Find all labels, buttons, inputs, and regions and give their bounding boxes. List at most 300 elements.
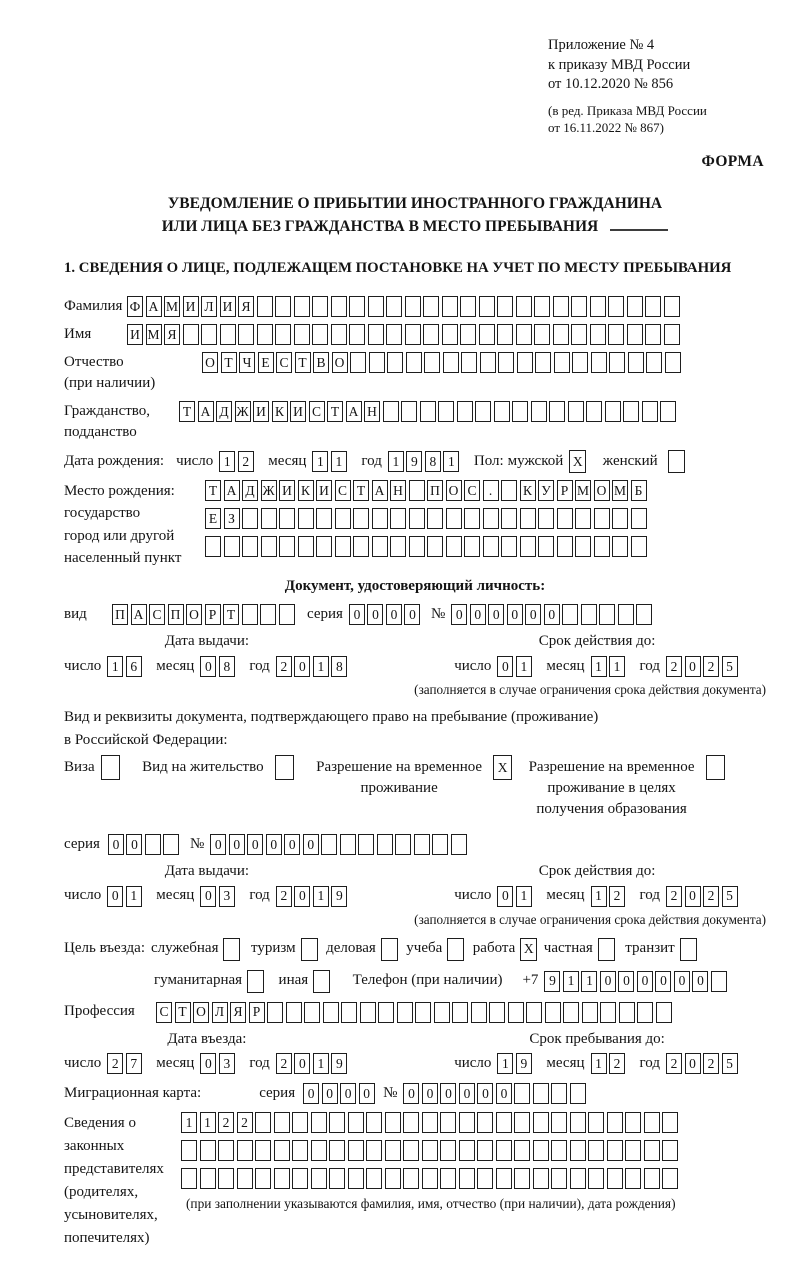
char-cell[interactable]	[423, 296, 439, 317]
char-cell[interactable]	[475, 401, 491, 422]
char-cell[interactable]	[501, 536, 517, 557]
char-cell[interactable]	[605, 401, 621, 422]
char-cell[interactable]	[242, 536, 258, 557]
char-cell[interactable]	[607, 1112, 623, 1133]
char-cell[interactable]	[349, 324, 365, 345]
char-cell[interactable]	[631, 536, 647, 557]
char-cell[interactable]: З	[224, 508, 240, 529]
char-cell[interactable]: 9	[406, 451, 422, 472]
char-cell[interactable]: Н	[364, 401, 380, 422]
char-cell[interactable]	[644, 1140, 660, 1161]
char-cell[interactable]: 2	[276, 656, 292, 677]
char-cell[interactable]: И	[127, 324, 143, 345]
char-cell[interactable]: X	[493, 755, 512, 780]
char-cell[interactable]: 1	[497, 1053, 513, 1074]
char-cell[interactable]	[353, 536, 369, 557]
char-cell[interactable]	[401, 401, 417, 422]
char-cell[interactable]: 0	[600, 971, 616, 992]
char-cell[interactable]	[479, 324, 495, 345]
char-cell[interactable]	[316, 536, 332, 557]
char-cell[interactable]	[588, 1140, 604, 1161]
transit-checkbox[interactable]	[680, 938, 700, 961]
char-cell[interactable]: О	[446, 480, 462, 501]
char-cell[interactable]	[275, 324, 291, 345]
char-cell[interactable]	[366, 1140, 382, 1161]
char-cell[interactable]	[459, 1140, 475, 1161]
char-cell[interactable]	[405, 296, 421, 317]
char-cell[interactable]	[520, 536, 536, 557]
char-cell[interactable]	[200, 1140, 216, 1161]
tourism-checkbox[interactable]	[301, 938, 321, 961]
char-cell[interactable]	[292, 1168, 308, 1189]
char-cell[interactable]: 1	[591, 656, 607, 677]
char-cell[interactable]	[625, 1140, 641, 1161]
char-cell[interactable]: Т	[327, 401, 343, 422]
char-cell[interactable]	[452, 1002, 468, 1023]
char-cell[interactable]	[422, 1168, 438, 1189]
char-cell[interactable]	[570, 1140, 586, 1161]
char-cell[interactable]	[275, 755, 294, 780]
char-cell[interactable]	[471, 1002, 487, 1023]
char-cell[interactable]: И	[290, 401, 306, 422]
char-cell[interactable]	[368, 324, 384, 345]
char-cell[interactable]	[627, 324, 643, 345]
char-cell[interactable]	[395, 834, 411, 855]
char-cell[interactable]	[218, 1168, 234, 1189]
char-cell[interactable]: С	[335, 480, 351, 501]
char-cell[interactable]: 5	[722, 656, 738, 677]
char-cell[interactable]: 2	[666, 1053, 682, 1074]
char-cell[interactable]	[301, 938, 318, 961]
char-cell[interactable]: 9	[516, 1053, 532, 1074]
char-cell[interactable]	[329, 1140, 345, 1161]
char-cell[interactable]	[101, 755, 120, 780]
char-cell[interactable]: 2	[218, 1112, 234, 1133]
char-cell[interactable]	[594, 508, 610, 529]
char-cell[interactable]: 0	[497, 886, 513, 907]
char-cell[interactable]: X	[520, 938, 537, 961]
char-cell[interactable]: 2	[703, 656, 719, 677]
char-cell[interactable]: О	[186, 604, 202, 625]
char-cell[interactable]	[409, 508, 425, 529]
char-cell[interactable]	[145, 834, 161, 855]
char-cell[interactable]	[446, 508, 462, 529]
char-cell[interactable]: 2	[666, 886, 682, 907]
char-cell[interactable]	[440, 1112, 456, 1133]
char-cell[interactable]	[706, 755, 725, 780]
char-cell[interactable]: Т	[223, 604, 239, 625]
char-cell[interactable]: И	[316, 480, 332, 501]
char-cell[interactable]: 0	[422, 1083, 438, 1104]
char-cell[interactable]: Т	[221, 352, 237, 373]
char-cell[interactable]: 1	[313, 886, 329, 907]
char-cell[interactable]: С	[149, 604, 165, 625]
char-cell[interactable]	[349, 296, 365, 317]
char-cell[interactable]	[625, 1168, 641, 1189]
char-cell[interactable]	[275, 296, 291, 317]
char-cell[interactable]	[386, 324, 402, 345]
char-cell[interactable]: Е	[258, 352, 274, 373]
char-cell[interactable]: Ф	[127, 296, 143, 317]
char-cell[interactable]	[279, 536, 295, 557]
char-cell[interactable]: 0	[340, 1083, 356, 1104]
char-cell[interactable]	[340, 834, 356, 855]
char-cell[interactable]	[477, 1168, 493, 1189]
char-cell[interactable]	[608, 324, 624, 345]
char-cell[interactable]	[680, 938, 697, 961]
char-cell[interactable]: Е	[205, 508, 221, 529]
char-cell[interactable]	[581, 604, 597, 625]
char-cell[interactable]	[372, 508, 388, 529]
char-cell[interactable]: 0	[685, 1053, 701, 1074]
char-cell[interactable]: 1	[313, 656, 329, 677]
char-cell[interactable]	[498, 352, 514, 373]
char-cell[interactable]	[201, 324, 217, 345]
char-cell[interactable]: С	[156, 1002, 172, 1023]
char-cell[interactable]	[623, 401, 639, 422]
char-cell[interactable]	[464, 508, 480, 529]
char-cell[interactable]: 6	[126, 656, 142, 677]
char-cell[interactable]	[480, 352, 496, 373]
char-cell[interactable]	[563, 1002, 579, 1023]
char-cell[interactable]	[627, 296, 643, 317]
char-cell[interactable]: Б	[631, 480, 647, 501]
char-cell[interactable]	[551, 1112, 567, 1133]
char-cell[interactable]	[645, 324, 661, 345]
char-cell[interactable]: Ж	[235, 401, 251, 422]
char-cell[interactable]	[496, 1140, 512, 1161]
char-cell[interactable]	[571, 296, 587, 317]
char-cell[interactable]	[637, 1002, 653, 1023]
char-cell[interactable]	[348, 1168, 364, 1189]
char-cell[interactable]: 0	[303, 1083, 319, 1104]
char-cell[interactable]	[432, 834, 448, 855]
char-cell[interactable]	[608, 296, 624, 317]
char-cell[interactable]	[409, 480, 425, 501]
char-cell[interactable]	[533, 1112, 549, 1133]
char-cell[interactable]: С	[464, 480, 480, 501]
char-cell[interactable]	[255, 1112, 271, 1133]
char-cell[interactable]	[360, 1002, 376, 1023]
char-cell[interactable]: 2	[609, 1053, 625, 1074]
char-cell[interactable]: 2	[237, 1112, 253, 1133]
char-cell[interactable]: 0	[126, 834, 142, 855]
char-cell[interactable]	[535, 352, 551, 373]
char-cell[interactable]	[298, 536, 314, 557]
char-cell[interactable]: 0	[459, 1083, 475, 1104]
char-cell[interactable]	[424, 352, 440, 373]
char-cell[interactable]: 0	[404, 604, 420, 625]
char-cell[interactable]: 1	[331, 451, 347, 472]
char-cell[interactable]: 0	[497, 656, 513, 677]
char-cell[interactable]	[557, 536, 573, 557]
char-cell[interactable]: 0	[685, 656, 701, 677]
char-cell[interactable]	[628, 352, 644, 373]
char-cell[interactable]: 0	[367, 604, 383, 625]
male-checkbox[interactable]	[569, 450, 589, 473]
char-cell[interactable]	[403, 1112, 419, 1133]
char-cell[interactable]: Л	[212, 1002, 228, 1023]
char-cell[interactable]: 0	[496, 1083, 512, 1104]
char-cell[interactable]: 0	[200, 1053, 216, 1074]
char-cell[interactable]	[551, 1140, 567, 1161]
temp-residence-checkbox[interactable]	[493, 755, 515, 780]
char-cell[interactable]	[274, 1168, 290, 1189]
char-cell[interactable]	[517, 352, 533, 373]
char-cell[interactable]: 0	[386, 604, 402, 625]
female-checkbox[interactable]	[668, 450, 688, 473]
char-cell[interactable]: 3	[219, 1053, 235, 1074]
char-cell[interactable]	[405, 324, 421, 345]
char-cell[interactable]	[331, 296, 347, 317]
char-cell[interactable]	[422, 1140, 438, 1161]
char-cell[interactable]: О	[594, 480, 610, 501]
char-cell[interactable]	[383, 401, 399, 422]
char-cell[interactable]: Т	[175, 1002, 191, 1023]
char-cell[interactable]	[590, 324, 606, 345]
char-cell[interactable]	[607, 1140, 623, 1161]
char-cell[interactable]	[257, 324, 273, 345]
char-cell[interactable]	[403, 1140, 419, 1161]
char-cell[interactable]: 0	[544, 604, 560, 625]
char-cell[interactable]	[348, 1112, 364, 1133]
char-cell[interactable]: Я	[238, 296, 254, 317]
char-cell[interactable]	[163, 834, 179, 855]
char-cell[interactable]: И	[279, 480, 295, 501]
char-cell[interactable]: Р	[205, 604, 221, 625]
char-cell[interactable]	[451, 834, 467, 855]
char-cell[interactable]	[390, 536, 406, 557]
char-cell[interactable]	[551, 1168, 567, 1189]
char-cell[interactable]	[366, 1168, 382, 1189]
study-checkbox[interactable]	[447, 938, 467, 961]
char-cell[interactable]	[427, 536, 443, 557]
char-cell[interactable]: 0	[247, 834, 263, 855]
char-cell[interactable]	[531, 401, 547, 422]
char-cell[interactable]	[662, 1168, 678, 1189]
char-cell[interactable]: 0	[451, 604, 467, 625]
char-cell[interactable]	[514, 1140, 530, 1161]
char-cell[interactable]	[508, 1002, 524, 1023]
char-cell[interactable]: 0	[359, 1083, 375, 1104]
char-cell[interactable]: 0	[294, 1053, 310, 1074]
char-cell[interactable]	[612, 536, 628, 557]
char-cell[interactable]	[549, 401, 565, 422]
char-cell[interactable]: О	[193, 1002, 209, 1023]
char-cell[interactable]: 0	[303, 834, 319, 855]
char-cell[interactable]	[353, 508, 369, 529]
char-cell[interactable]: 2	[609, 886, 625, 907]
char-cell[interactable]	[218, 1140, 234, 1161]
char-cell[interactable]: 8	[219, 656, 235, 677]
char-cell[interactable]	[656, 1002, 672, 1023]
char-cell[interactable]	[415, 1002, 431, 1023]
char-cell[interactable]: 1	[313, 1053, 329, 1074]
char-cell[interactable]: 1	[107, 656, 123, 677]
char-cell[interactable]: 1	[563, 971, 579, 992]
char-cell[interactable]	[665, 352, 681, 373]
char-cell[interactable]	[557, 508, 573, 529]
char-cell[interactable]	[533, 1168, 549, 1189]
char-cell[interactable]: 0	[108, 834, 124, 855]
char-cell[interactable]: 0	[229, 834, 245, 855]
char-cell[interactable]	[247, 970, 264, 993]
char-cell[interactable]	[335, 536, 351, 557]
char-cell[interactable]	[570, 1112, 586, 1133]
char-cell[interactable]: 1	[591, 1053, 607, 1074]
char-cell[interactable]: 0	[440, 1083, 456, 1104]
char-cell[interactable]: М	[164, 296, 180, 317]
char-cell[interactable]	[497, 324, 513, 345]
char-cell[interactable]	[294, 324, 310, 345]
char-cell[interactable]	[279, 604, 295, 625]
char-cell[interactable]	[298, 508, 314, 529]
char-cell[interactable]: Р	[249, 1002, 265, 1023]
char-cell[interactable]	[442, 296, 458, 317]
char-cell[interactable]: 0	[349, 604, 365, 625]
char-cell[interactable]: 1	[516, 886, 532, 907]
char-cell[interactable]	[255, 1140, 271, 1161]
private-checkbox[interactable]	[598, 938, 618, 961]
char-cell[interactable]	[600, 1002, 616, 1023]
char-cell[interactable]	[646, 352, 662, 373]
char-cell[interactable]: 1	[181, 1112, 197, 1133]
char-cell[interactable]	[483, 508, 499, 529]
official-checkbox[interactable]	[223, 938, 243, 961]
char-cell[interactable]: 0	[637, 971, 653, 992]
char-cell[interactable]: 2	[666, 656, 682, 677]
char-cell[interactable]	[618, 604, 634, 625]
char-cell[interactable]	[497, 296, 513, 317]
char-cell[interactable]	[588, 1112, 604, 1133]
char-cell[interactable]	[489, 1002, 505, 1023]
char-cell[interactable]: 0	[284, 834, 300, 855]
char-cell[interactable]	[223, 938, 240, 961]
char-cell[interactable]: 0	[210, 834, 226, 855]
char-cell[interactable]: 2	[276, 1053, 292, 1074]
char-cell[interactable]	[588, 1168, 604, 1189]
char-cell[interactable]	[385, 1140, 401, 1161]
char-cell[interactable]: А	[372, 480, 388, 501]
char-cell[interactable]: И	[253, 401, 269, 422]
char-cell[interactable]	[438, 401, 454, 422]
char-cell[interactable]	[366, 1112, 382, 1133]
char-cell[interactable]	[534, 324, 550, 345]
char-cell[interactable]: 1	[516, 656, 532, 677]
char-cell[interactable]	[607, 1168, 623, 1189]
char-cell[interactable]	[279, 508, 295, 529]
char-cell[interactable]: Т	[295, 352, 311, 373]
char-cell[interactable]	[662, 1112, 678, 1133]
char-cell[interactable]: Р	[557, 480, 573, 501]
char-cell[interactable]	[423, 324, 439, 345]
char-cell[interactable]: 2	[238, 451, 254, 472]
char-cell[interactable]	[350, 352, 366, 373]
char-cell[interactable]	[501, 480, 517, 501]
char-cell[interactable]	[409, 536, 425, 557]
char-cell[interactable]: 1	[126, 886, 142, 907]
char-cell[interactable]	[599, 604, 615, 625]
char-cell[interactable]: К	[272, 401, 288, 422]
char-cell[interactable]	[442, 324, 458, 345]
char-cell[interactable]: 0	[618, 971, 634, 992]
char-cell[interactable]: М	[612, 480, 628, 501]
char-cell[interactable]	[598, 938, 615, 961]
char-cell[interactable]	[200, 1168, 216, 1189]
char-cell[interactable]	[369, 352, 385, 373]
char-cell[interactable]	[358, 834, 374, 855]
char-cell[interactable]: С	[309, 401, 325, 422]
char-cell[interactable]: В	[313, 352, 329, 373]
char-cell[interactable]	[586, 401, 602, 422]
business-checkbox[interactable]	[381, 938, 401, 961]
char-cell[interactable]	[313, 970, 330, 993]
char-cell[interactable]	[294, 296, 310, 317]
char-cell[interactable]: П	[168, 604, 184, 625]
char-cell[interactable]: 1	[312, 451, 328, 472]
char-cell[interactable]	[612, 508, 628, 529]
char-cell[interactable]: 9	[544, 971, 560, 992]
char-cell[interactable]	[526, 1002, 542, 1023]
char-cell[interactable]	[662, 1140, 678, 1161]
char-cell[interactable]	[420, 401, 436, 422]
char-cell[interactable]: С	[276, 352, 292, 373]
char-cell[interactable]	[514, 1083, 530, 1104]
char-cell[interactable]	[642, 401, 658, 422]
char-cell[interactable]	[255, 1168, 271, 1189]
char-cell[interactable]	[464, 536, 480, 557]
char-cell[interactable]	[372, 536, 388, 557]
char-cell[interactable]	[554, 352, 570, 373]
char-cell[interactable]	[570, 1168, 586, 1189]
char-cell[interactable]	[496, 1168, 512, 1189]
char-cell[interactable]: 1	[609, 656, 625, 677]
char-cell[interactable]: 0	[200, 886, 216, 907]
char-cell[interactable]	[460, 296, 476, 317]
char-cell[interactable]	[533, 1140, 549, 1161]
char-cell[interactable]: Т	[179, 401, 195, 422]
char-cell[interactable]: 0	[403, 1083, 419, 1104]
char-cell[interactable]	[562, 604, 578, 625]
char-cell[interactable]	[238, 324, 254, 345]
char-cell[interactable]	[274, 1140, 290, 1161]
char-cell[interactable]: 5	[722, 886, 738, 907]
char-cell[interactable]	[443, 352, 459, 373]
char-cell[interactable]	[381, 938, 398, 961]
char-cell[interactable]	[496, 1112, 512, 1133]
char-cell[interactable]	[261, 536, 277, 557]
char-cell[interactable]: 2	[107, 1053, 123, 1074]
char-cell[interactable]	[422, 1112, 438, 1133]
humanitarian-checkbox[interactable]	[247, 970, 267, 993]
char-cell[interactable]	[538, 536, 554, 557]
char-cell[interactable]	[183, 324, 199, 345]
char-cell[interactable]	[572, 352, 588, 373]
char-cell[interactable]	[609, 352, 625, 373]
char-cell[interactable]: 0	[200, 656, 216, 677]
char-cell[interactable]: X	[569, 450, 586, 473]
char-cell[interactable]: О	[332, 352, 348, 373]
char-cell[interactable]	[461, 352, 477, 373]
char-cell[interactable]: 9	[331, 1053, 347, 1074]
char-cell[interactable]	[457, 401, 473, 422]
char-cell[interactable]	[316, 508, 332, 529]
char-cell[interactable]: 0	[685, 886, 701, 907]
char-cell[interactable]	[644, 1112, 660, 1133]
char-cell[interactable]	[516, 324, 532, 345]
char-cell[interactable]: 2	[703, 886, 719, 907]
char-cell[interactable]	[534, 296, 550, 317]
